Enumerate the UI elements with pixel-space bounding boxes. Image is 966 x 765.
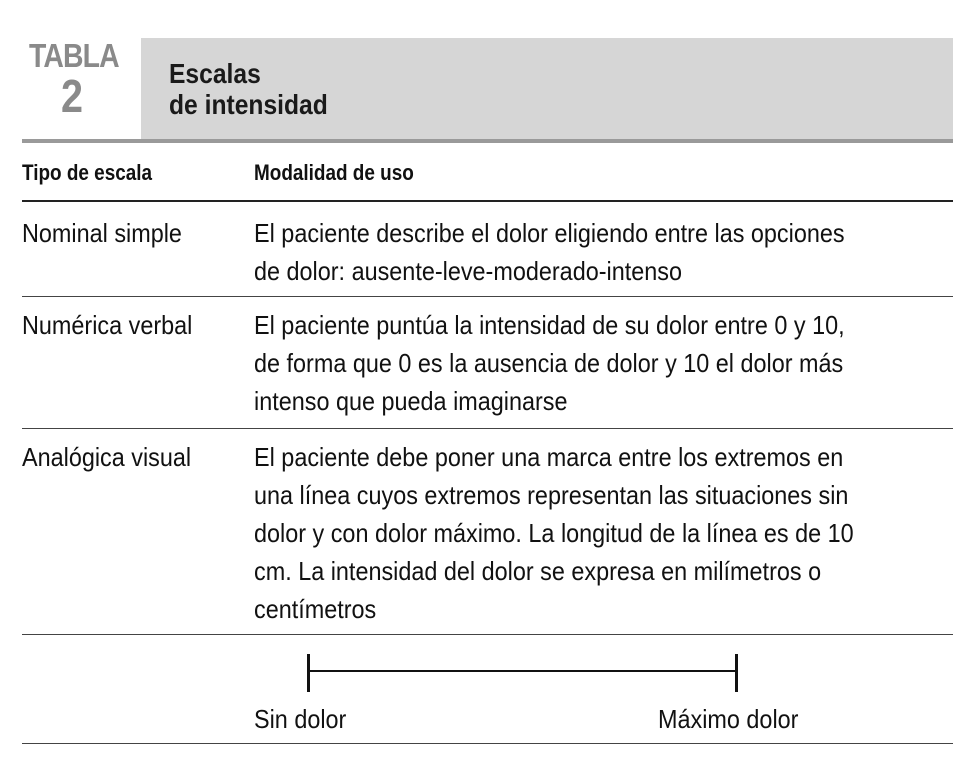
table-title-line1: Escalas: [169, 58, 261, 89]
usage-line: El paciente puntúa la intensidad de su dolor entre 0 y 10,: [254, 310, 845, 340]
usage-line: centímetros: [254, 594, 377, 624]
usage-line: una línea cuyos extremos representan las situaciones sin: [254, 480, 849, 510]
table-label: [22, 37, 122, 122]
row-usage-analogica: [254, 438, 956, 628]
column-header-divider: [22, 200, 953, 202]
table-title-line2: de intensidad: [169, 89, 328, 120]
table-number: 2: [60, 70, 84, 122]
row-divider: [22, 634, 953, 635]
usage-line: cm. La intensidad del dolor se expresa en milímetros o: [254, 556, 822, 586]
usage-line: intenso que pueda imaginarse: [254, 386, 568, 416]
table-label-word: TABLA: [29, 37, 119, 74]
usage-line: El paciente describe el dolor eligiendo entre las opciones: [254, 218, 845, 248]
row-type-analogica: Analógica visual: [22, 442, 192, 472]
scale-right-label: Máximo dolor: [658, 704, 799, 734]
scale-left-tick: [307, 654, 310, 692]
usage-line: de forma que 0 es la ausencia de dolor y 10 el dolor más: [254, 348, 844, 378]
visual-analog-scale-line: [309, 670, 737, 672]
scale-right-tick: [735, 654, 738, 692]
table-bottom-rule: [22, 743, 953, 744]
scale-left-label: Sin dolor: [254, 704, 347, 734]
row-type-nominal: Nominal simple: [22, 218, 182, 248]
row-usage-nominal: [254, 214, 956, 290]
usage-line: de dolor: ausente-leve-moderado-intenso: [254, 256, 682, 286]
column-header-usage: Modalidad de uso: [254, 160, 414, 185]
row-divider: [22, 296, 953, 297]
row-divider: [22, 428, 953, 429]
row-usage-numerica: [254, 306, 956, 420]
title-band: [141, 38, 953, 139]
table-title: [169, 58, 328, 120]
usage-line: dolor y con dolor máximo. La longitud de la línea es de 10: [254, 518, 854, 548]
usage-line: El paciente debe poner una marca entre los extremos en: [254, 442, 844, 472]
column-header-type: Tipo de escala: [22, 160, 153, 185]
row-type-numerica: Numérica verbal: [22, 310, 193, 340]
header-divider: [22, 139, 953, 143]
